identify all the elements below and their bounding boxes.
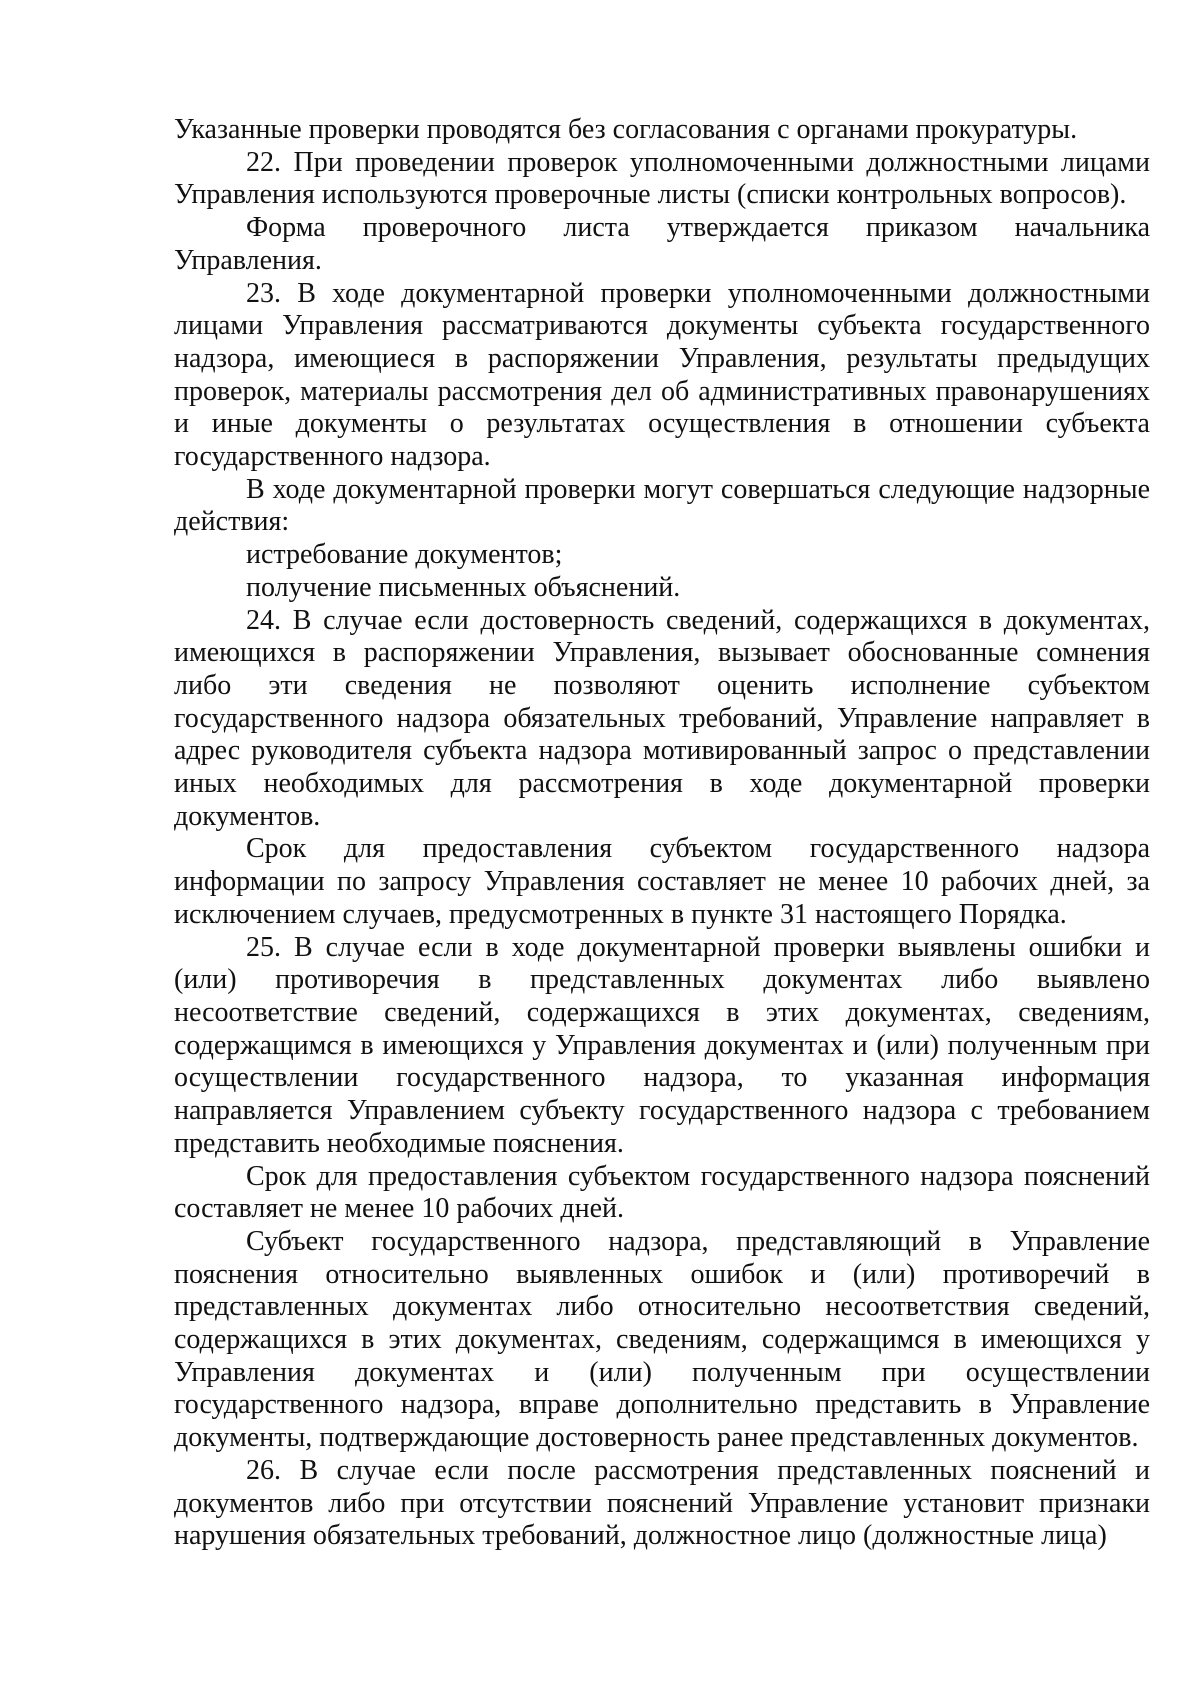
paragraph-1: Указанные проверки проводятся без согласования с органами прокуратуры. xyxy=(174,114,1078,145)
paragraph-3: Форма проверочного листа утверждается приказом начальника Управления. xyxy=(174,212,1150,276)
paragraph-2: 22. При проведении проверок уполномоченными должностными лицами Управления используются проверочные листы (списки контрольных вопросов). xyxy=(174,146,1150,211)
paragraph-8: 24. В случае если достоверность сведений, содержащихся в документах, имеющихся в распоряжении Управления, вызывает обоснованные сомнения либо эти сведения не позволяют оценить исполнение субъектом государственного надзора обязательных требований, Управление направляет в адрес руководителя субъекта надзора мотивированный запрос о представлении иных необходимых для рассмотрения в ходе документарной проверки документов. xyxy=(174,604,1150,832)
paragraph-13: 26. В случае если после рассмотрения представленных пояснений и документов либо при отсутствии пояснений Управление установит признаки нарушения обязательных требований, должностное лицо (должностные лица) xyxy=(174,1454,1150,1552)
paragraph-12: Субъект государственного надзора, представляющий в Управление пояснения относительно выявленных ошибок и (или) противоречий в представленных документах либо относительно несоответствия сведений, содержащихся в этих документах, сведениям, содержащимся в имеющихся у Управления документах и (или) полученным при осуществлении государственного надзора, вправе дополнительно представить в Управление документы, подтверждающие достоверность ранее представленных документов. xyxy=(174,1225,1150,1454)
paragraph-9: Срок для предоставления субъектом государственного надзора информации по запросу Управления составляет не менее 10 рабочих дней, за исключением случаев, предусмотренных в пункте 31 настоящего Порядка. xyxy=(174,833,1150,930)
paragraph-6: истребование документов; xyxy=(246,539,563,571)
paragraph-10: 25. В случае если в ходе документарной проверки выявлены ошибки и (или) противоречия в представленных документах либо выявлено несоответствие сведений, содержащихся в этих документах, сведениям, содержащимся в имеющихся у Управления документах и (или) полученным при осуществлении государственного надзора, то указанная информация направляется Управлением субъекту государственного надзора с требованием представить необходимые пояснения. xyxy=(174,931,1150,1159)
paragraph-5: В ходе документарной проверки могут совершаться следующие надзорные действия: xyxy=(174,473,1150,538)
document-body xyxy=(174,114,1150,1553)
paragraph-7: получение письменных объяснений. xyxy=(246,571,681,603)
paragraph-4: 23. В ходе документарной проверки уполномоченными должностными лицами Управления рассматриваются документы субъекта государственного надзора, имеющиеся в распоряжении Управления, результаты предыдущих проверок, материалы рассмотрения дел об административных правонарушениях и иные документы о результатах осуществления в отношении субъекта государственного надзора. xyxy=(174,277,1150,473)
paragraph-11: Срок для предоставления субъектом государственного надзора пояснений составляет не менее 10 рабочих дней. xyxy=(174,1160,1150,1225)
